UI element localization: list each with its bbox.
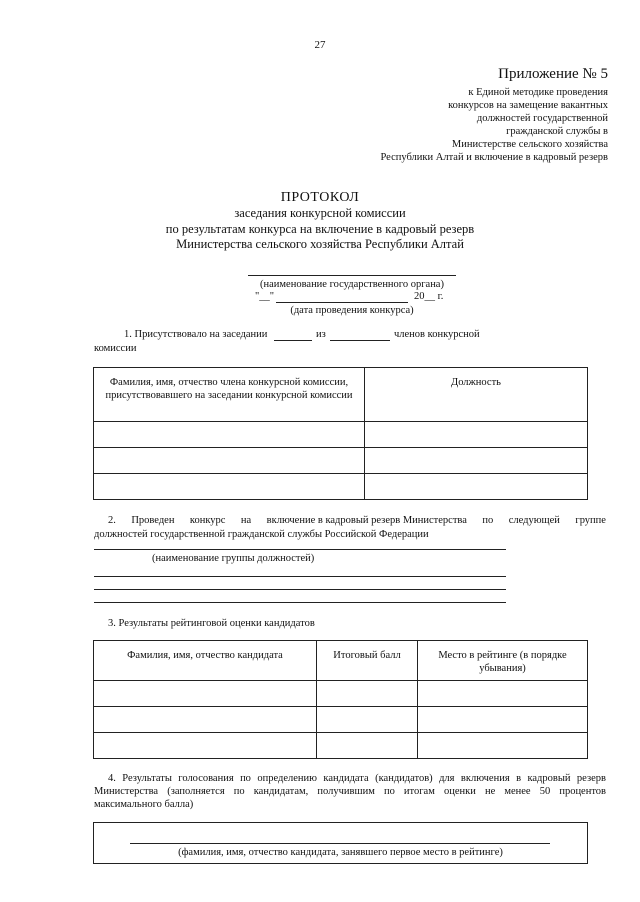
section2-word: 2. bbox=[108, 515, 116, 526]
column-header-candidate-name: Фамилия, имя, отчество кандидата bbox=[94, 641, 317, 681]
table-row bbox=[94, 733, 588, 759]
table-row bbox=[94, 707, 588, 733]
table-cell bbox=[317, 707, 418, 733]
candidate-rating-table bbox=[93, 640, 588, 759]
group-blank-line bbox=[94, 576, 506, 577]
section2-line1 bbox=[108, 514, 606, 527]
protocol-subtitle-line: Министерства сельского хозяйства Республики Алтай bbox=[176, 237, 464, 251]
table-cell bbox=[365, 422, 588, 448]
group-blank-line bbox=[94, 589, 506, 590]
appendix-line: Республики Алтай и включение в кадровый резерв bbox=[380, 152, 608, 163]
section4-line3: максимального балла) bbox=[94, 799, 194, 810]
table-cell bbox=[94, 448, 365, 474]
column-header-position: Должность bbox=[365, 368, 588, 422]
section2-line2: должностей государственной гражданской службы Российской Федерации bbox=[94, 529, 429, 540]
table-cell bbox=[365, 448, 588, 474]
appendix-line: конкурсов на замещение вакантных bbox=[448, 100, 608, 111]
org-name-blank bbox=[248, 275, 456, 276]
table-cell bbox=[94, 474, 365, 500]
section2-word: по bbox=[482, 515, 494, 526]
table-cell bbox=[418, 681, 588, 707]
section2-word: на bbox=[240, 515, 252, 526]
table-cell bbox=[418, 733, 588, 759]
date-year: 20__ г. bbox=[414, 291, 444, 302]
section2-word: включение в кадровый резерв Министерства bbox=[266, 515, 467, 526]
first-place-candidate-caption: (фамилия, имя, отчество кандидата, занявшего первое место в рейтинге) bbox=[178, 847, 503, 858]
org-name-caption: (наименование государственного органа) bbox=[260, 279, 444, 290]
protocol-subtitle-line: заседания конкурсной комиссии bbox=[234, 206, 406, 220]
section1-text-from: из bbox=[316, 329, 326, 340]
table-row bbox=[94, 474, 588, 500]
group-blank-line bbox=[94, 602, 506, 603]
table-row bbox=[94, 448, 588, 474]
protocol-title-block bbox=[0, 190, 640, 253]
table-row bbox=[94, 422, 588, 448]
appendix-description bbox=[380, 86, 608, 164]
first-place-candidate-box bbox=[93, 822, 588, 864]
present-count-blank bbox=[274, 340, 312, 341]
commission-members-table bbox=[93, 367, 588, 500]
section1-text-commission: комиссии bbox=[94, 343, 137, 354]
date-caption: (дата проведения конкурса) bbox=[290, 305, 414, 316]
section4-line1: 4. Результаты голосования по определению кандидата (кандидатов) для включения в кадровый резерв bbox=[108, 773, 606, 784]
table-cell bbox=[317, 681, 418, 707]
table-row bbox=[94, 681, 588, 707]
protocol-subtitle-line: по результатам конкурса на включение в кадровый резерв bbox=[165, 221, 475, 236]
first-place-candidate-blank bbox=[130, 843, 550, 844]
table-cell bbox=[94, 733, 317, 759]
group-name-caption: (наименование группы должностей) bbox=[152, 553, 315, 564]
section2-word: Проведен bbox=[131, 515, 175, 526]
appendix-line: к Единой методике проведения bbox=[468, 87, 608, 98]
section4-line2: Министерства (заполняется по кандидатам, получившим по итогам оценки не менее 50 процентов bbox=[94, 786, 606, 797]
appendix-line: должностей государственной bbox=[476, 113, 608, 124]
date-month-blank bbox=[276, 302, 408, 303]
date-quote: "__" bbox=[255, 291, 275, 302]
protocol-title: ПРОТОКОЛ bbox=[280, 190, 360, 205]
section1-text-members: членов конкурсной bbox=[394, 329, 480, 340]
section2-word: группе bbox=[575, 515, 606, 526]
section2-word: следующей bbox=[508, 515, 560, 526]
section3-title: 3. Результаты рейтинговой оценки кандидатов bbox=[108, 618, 315, 629]
appendix-line: Министерстве сельского хозяйства bbox=[451, 139, 608, 150]
table-cell bbox=[365, 474, 588, 500]
table-cell bbox=[94, 707, 317, 733]
appendix-title: Приложение № 5 bbox=[498, 66, 608, 82]
table-cell bbox=[94, 681, 317, 707]
table-cell bbox=[418, 707, 588, 733]
table-cell bbox=[317, 733, 418, 759]
appendix-line: гражданской службы в bbox=[506, 126, 608, 137]
table-cell bbox=[94, 422, 365, 448]
table-header-row bbox=[94, 368, 588, 422]
page-number: 27 bbox=[314, 39, 326, 51]
column-header-total-score: Итоговый балл bbox=[317, 641, 418, 681]
section1-text: 1. Присутствовало на заседании bbox=[124, 329, 268, 340]
group-name-blank bbox=[94, 549, 506, 550]
column-header-rank: Место в рейтинге (в порядке убывания) bbox=[418, 641, 588, 681]
total-count-blank bbox=[330, 340, 390, 341]
table-header-row bbox=[94, 641, 588, 681]
column-header-member-name: Фамилия, имя, отчество члена конкурсной комиссии, присутствовавшего на заседании конкурсной комиссии bbox=[94, 368, 365, 422]
section2-word: конкурс bbox=[189, 515, 226, 526]
